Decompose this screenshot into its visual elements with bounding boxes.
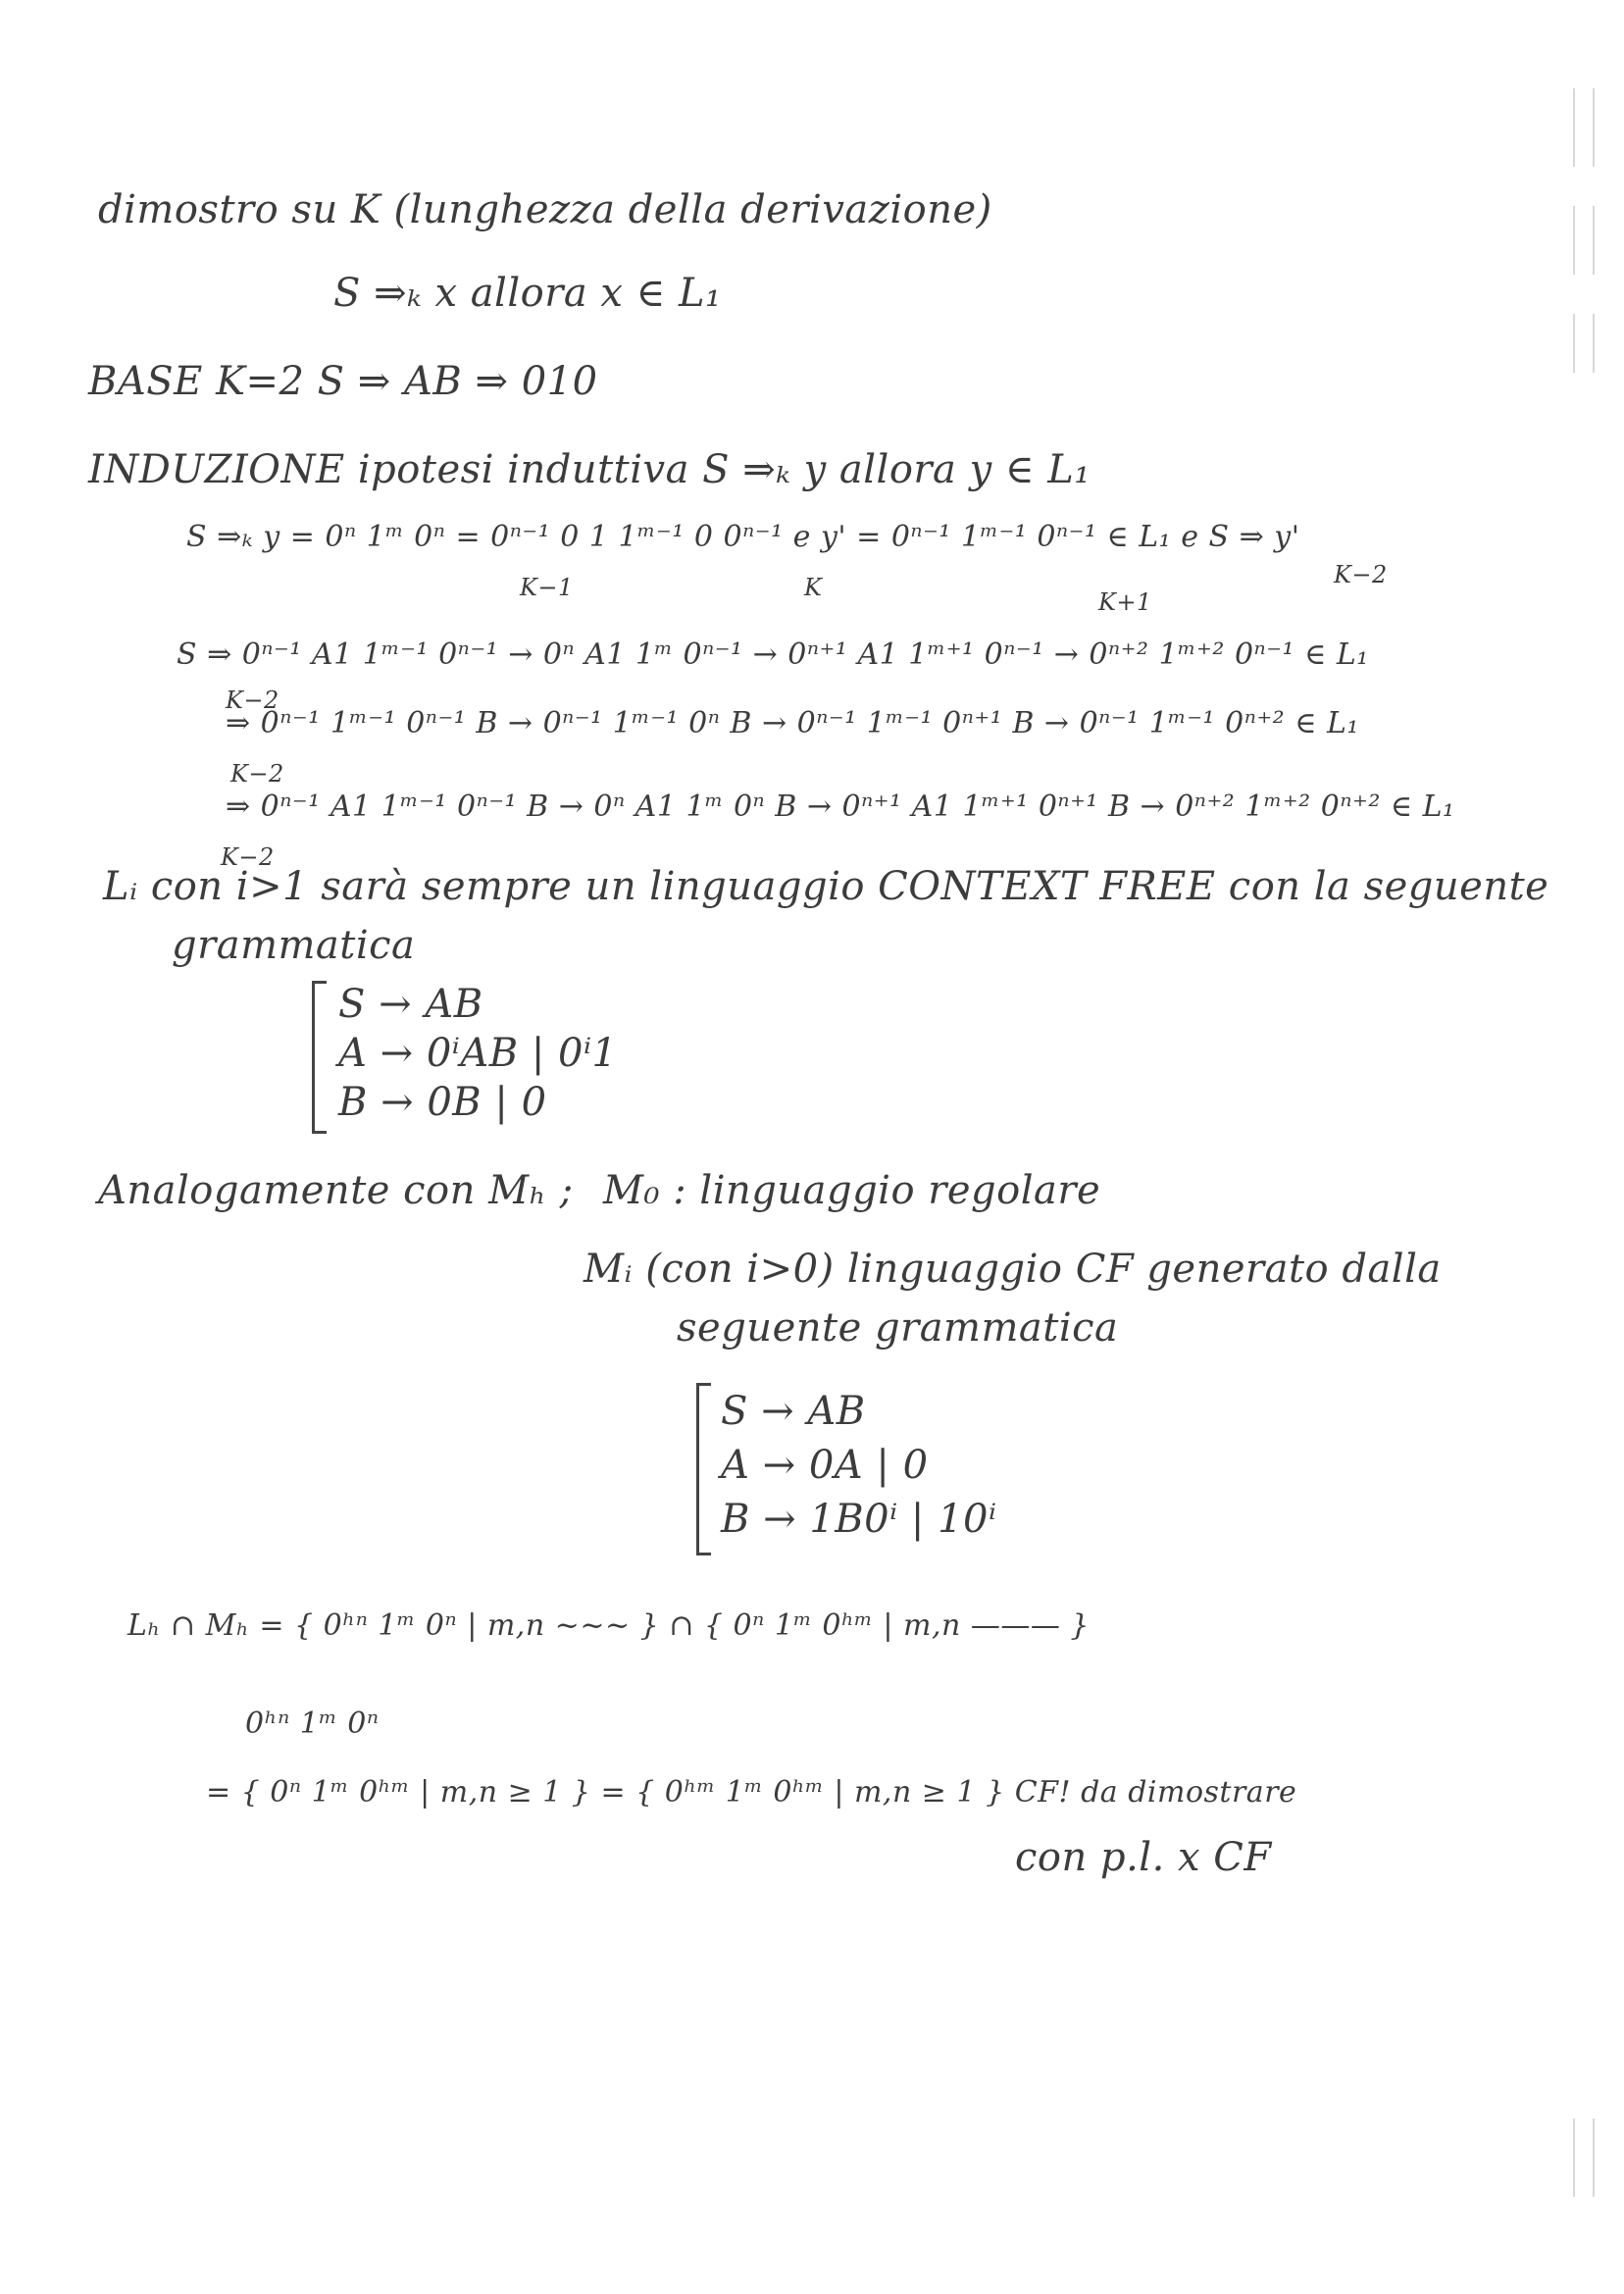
label-k-minus-2: K−2 xyxy=(221,843,275,871)
line-base: BASE K=2 S ⇒ AB ⇒ 010 xyxy=(88,359,598,404)
line-grammatica: grammatica xyxy=(172,923,416,968)
label-k-minus-2: K−2 xyxy=(226,687,279,714)
grammar-rule: S → AB xyxy=(721,1389,866,1434)
line-derivation-3: ⇒ 0ⁿ⁻¹ A1 1ᵐ⁻¹ 0ⁿ⁻¹ B → 0ⁿ A1 1ᵐ 0ⁿ B → 0ⁿ⁺¹ A1 1ᵐ⁺¹ 0ⁿ⁺¹ B → 0ⁿ⁺² 1ᵐ⁺² 0ⁿ⁺² ∈ L₁ xyxy=(226,790,1455,824)
scan-edge-mark xyxy=(1573,206,1595,275)
grammar-bracket xyxy=(312,981,327,1134)
line-m0-regular: M₀ : linguaggio regolare xyxy=(603,1168,1101,1213)
grammar-rule: S → AB xyxy=(338,982,483,1027)
grammar-rule: A → 0A | 0 xyxy=(721,1443,929,1488)
line-mi-cf: Mᵢ (con i>0) linguaggio CF generato dalla xyxy=(584,1247,1442,1292)
grammar-rule: B → 1B0ⁱ | 10ⁱ xyxy=(721,1497,997,1542)
line-seguente-grammatica: seguente grammatica xyxy=(677,1305,1119,1351)
line-con-pl-cf: con p.l. x CF xyxy=(1015,1835,1272,1880)
label-k-plus-1: K+1 xyxy=(1098,588,1152,616)
scan-edge-mark xyxy=(1573,314,1595,373)
line-induction-step: S ⇒ₖ y = 0ⁿ 1ᵐ 0ⁿ = 0ⁿ⁻¹ 0 1 1ᵐ⁻¹ 0 0ⁿ⁻¹ e y' = 0ⁿ⁻¹ 1ᵐ⁻¹ 0ⁿ⁻¹ ∈ L₁ e S ⇒ y' xyxy=(186,520,1300,554)
line-derivation-2: ⇒ 0ⁿ⁻¹ 1ᵐ⁻¹ 0ⁿ⁻¹ B → 0ⁿ⁻¹ 1ᵐ⁻¹ 0ⁿ B → 0ⁿ⁻¹ 1ᵐ⁻¹ 0ⁿ⁺¹ B → 0ⁿ⁻¹ 1ᵐ⁻¹ 0ⁿ⁺² ∈ L₁ xyxy=(226,706,1359,740)
line-derivation-1: S ⇒ 0ⁿ⁻¹ A1 1ᵐ⁻¹ 0ⁿ⁻¹ → 0ⁿ A1 1ᵐ 0ⁿ⁻¹ → 0ⁿ⁺¹ A1 1ᵐ⁺¹ 0ⁿ⁻¹ → 0ⁿ⁺² 1ᵐ⁺² 0ⁿ⁻¹ ∈ L₁ xyxy=(177,637,1369,672)
line-analogamente: Analogamente con Mₕ ; xyxy=(98,1168,574,1213)
line-intersection-part: 0ʰⁿ 1ᵐ 0ⁿ xyxy=(245,1707,380,1741)
scan-edge-mark xyxy=(1573,2118,1595,2197)
label-k-minus-1: K−1 xyxy=(520,574,574,601)
line-intersection-result: = { 0ⁿ 1ᵐ 0ʰᵐ | m,n ≥ 1 } = { 0ʰᵐ 1ᵐ 0ʰᵐ | m,n ≥ 1 } CF! da dimostrare xyxy=(206,1775,1297,1810)
scan-edge-mark xyxy=(1573,88,1595,167)
label-k: K xyxy=(804,574,823,601)
grammar-rule: A → 0ⁱAB | 0ⁱ1 xyxy=(338,1031,618,1076)
label-k-minus-2: K−2 xyxy=(1334,561,1388,588)
line-intersection: Lₕ ∩ Mₕ = { 0ʰⁿ 1ᵐ 0ⁿ | m,n ~~~ } ∩ { 0ⁿ 1ᵐ 0ʰᵐ | m,n ——— } xyxy=(127,1608,1090,1643)
label-k-minus-2: K−2 xyxy=(230,760,284,788)
grammar-rule: B → 0B | 0 xyxy=(338,1080,547,1125)
line-dimostro: dimostro su K (lunghezza della derivazione) xyxy=(98,187,992,232)
grammar-bracket xyxy=(696,1383,711,1555)
line-induzione: INDUZIONE ipotesi induttiva S ⇒ₖ y allora y ∈ L₁ xyxy=(88,447,1091,492)
line-derivation-claim: S ⇒ₖ x allora x ∈ L₁ xyxy=(333,271,722,316)
line-li-context-free: Lᵢ con i>1 sarà sempre un linguaggio CONTEXT FREE con la seguente xyxy=(103,864,1549,909)
